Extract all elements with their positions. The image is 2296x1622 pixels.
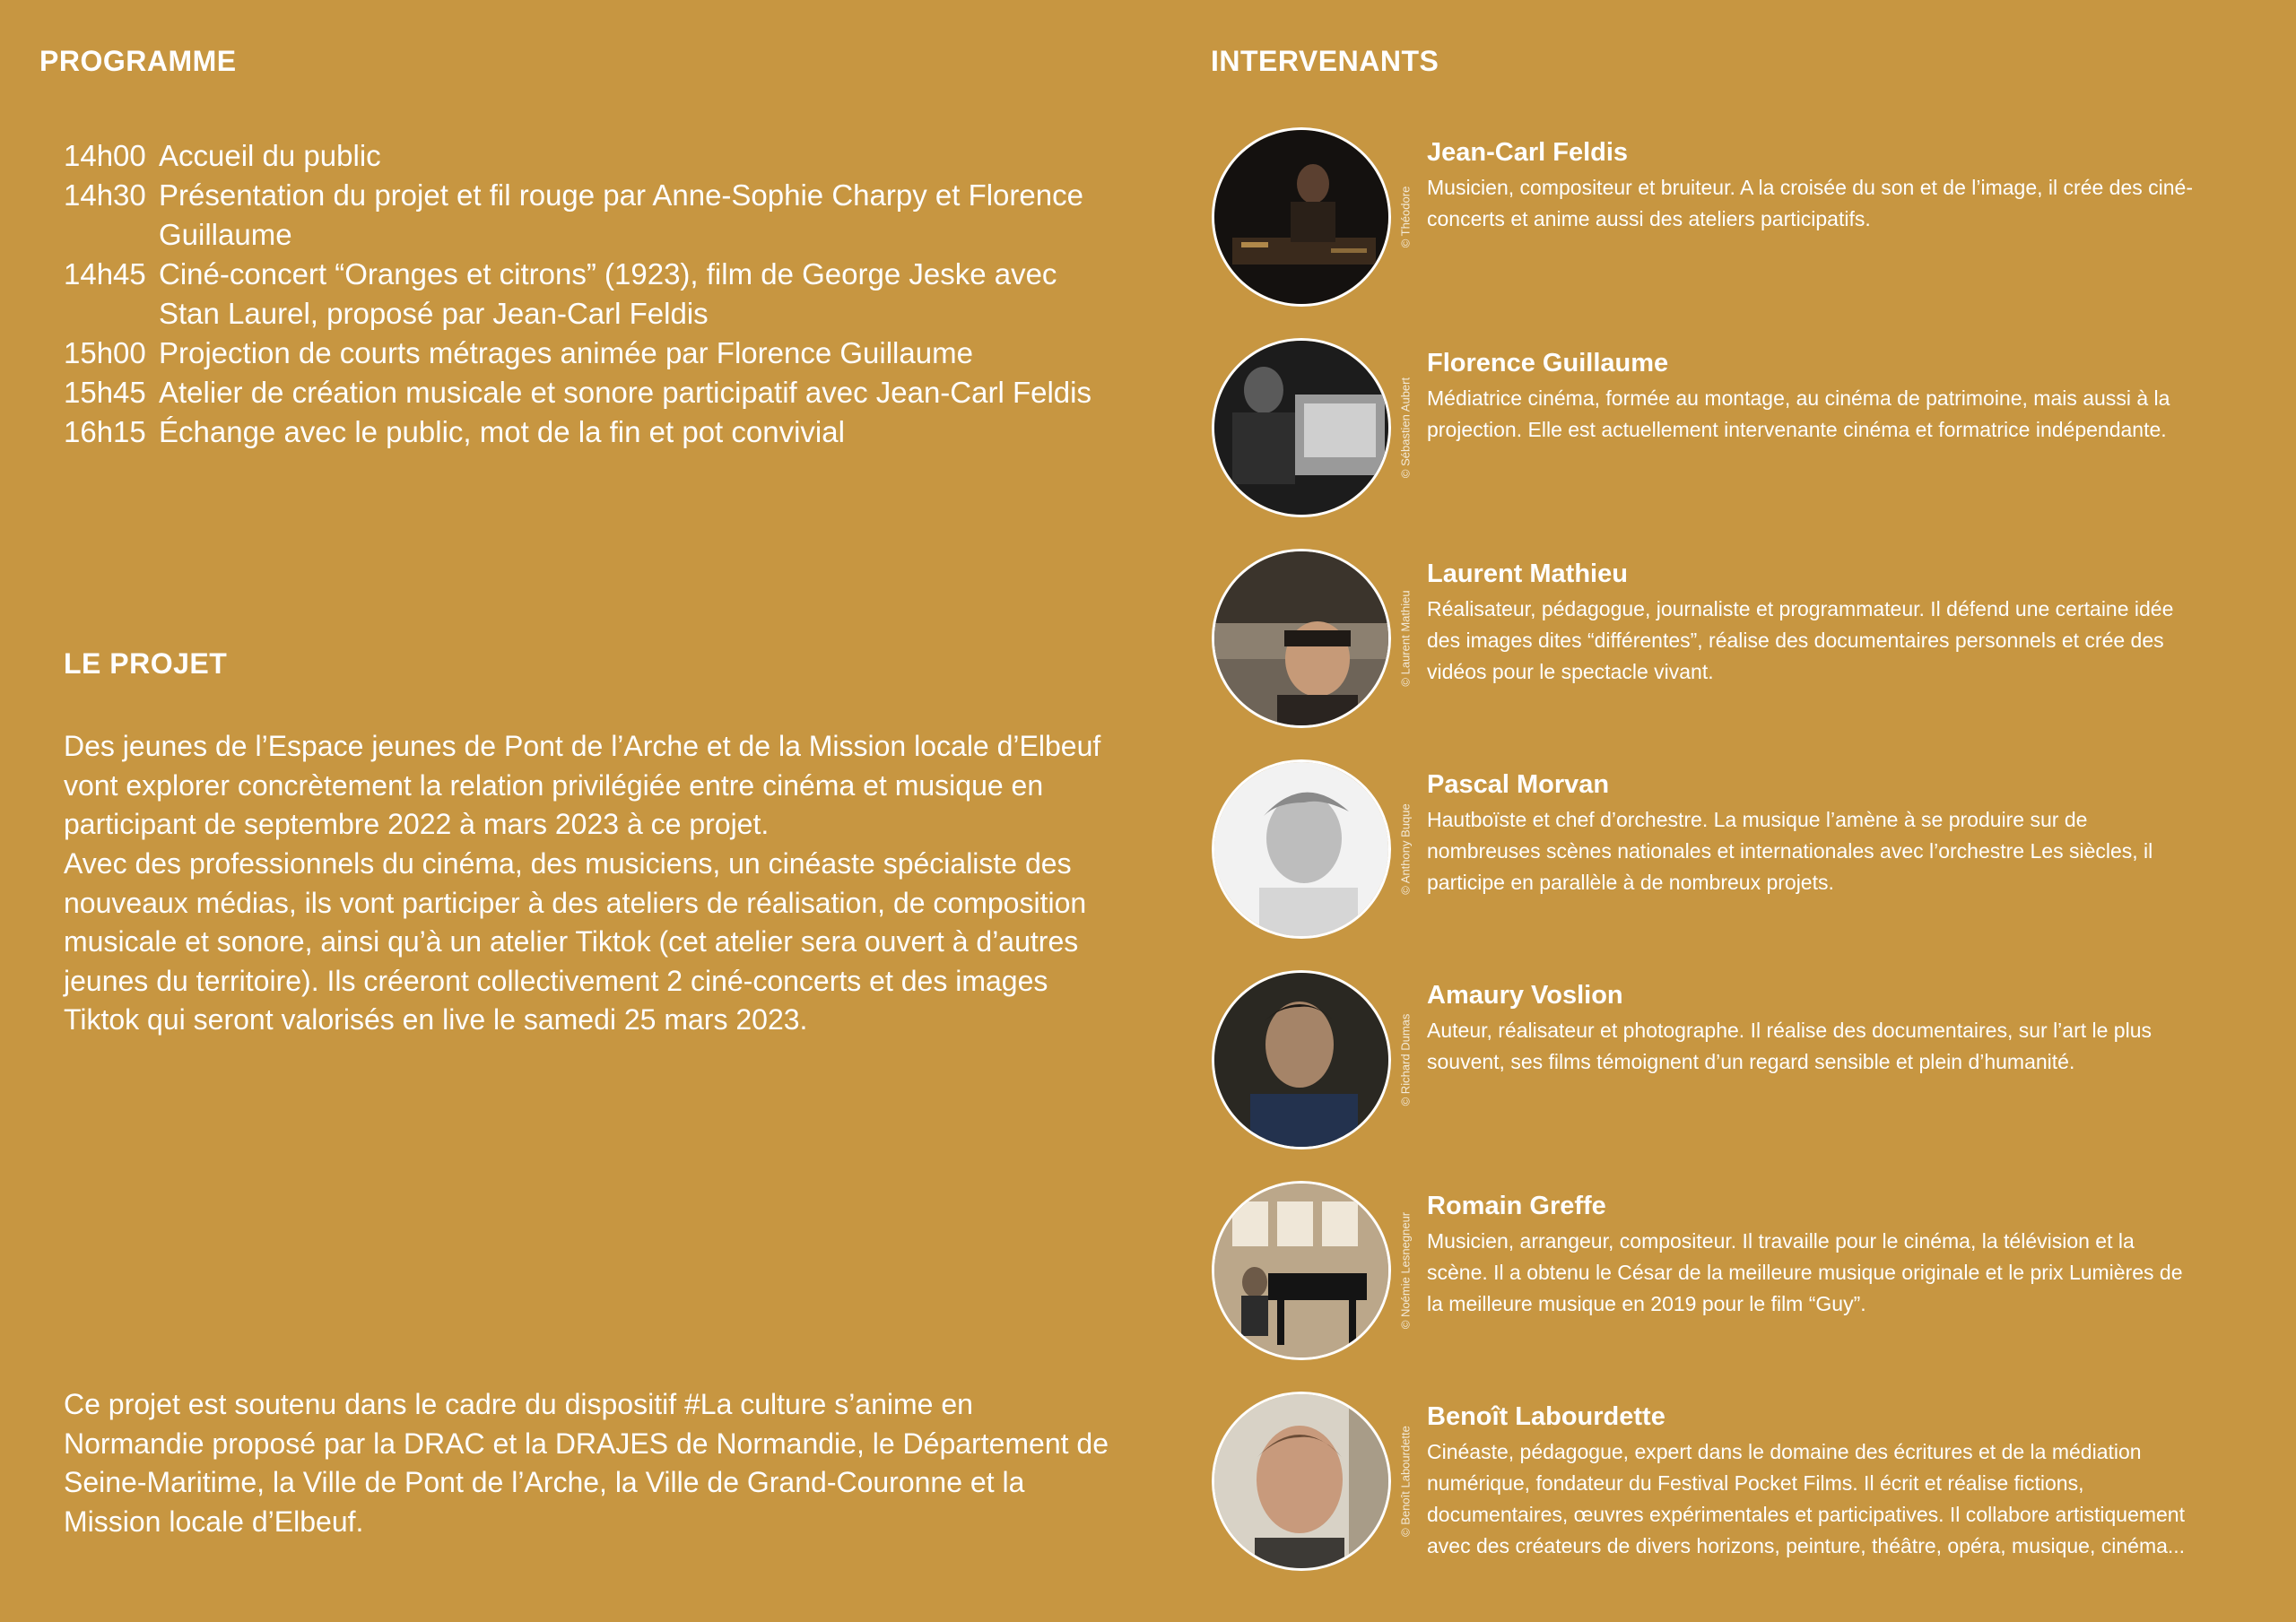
schedule-time: 14h45 [64,257,146,291]
speaker-card [1212,970,2252,1149]
speaker-photo-illustration [1214,1394,1388,1568]
schedule-description: Atelier de création musicale et sonore participatif avec Jean-Carl Feldis [159,376,1091,409]
schedule-item [64,412,1122,452]
speaker-photo-illustration [1214,762,1388,936]
speaker-photo [1212,127,1391,307]
speaker-bio: Auteur, réalisateur et photographe. Il réalise des documentaires, sur l’art le plus souvent, ses films témoignent d’un regard sensible et plein d’humanité. [1427,1019,2152,1073]
speaker-photo [1212,1181,1391,1360]
speaker-name: Florence Guillaume [1427,349,1669,377]
schedule-item [64,334,1122,373]
schedule-description: Échange avec le public, mot de la fin et pot convivial [159,415,845,448]
speaker-name: Romain Greffe [1427,1192,1606,1220]
projet-heading: LE PROJET [64,647,228,680]
schedule-item [64,255,1122,334]
speaker-photo [1212,759,1391,939]
schedule-item [64,373,1122,412]
speaker-photo-illustration [1214,551,1388,725]
projet-intro-paragraph: Des jeunes de l’Espace jeunes de Pont de l’Arche et de la Mission locale d’Elbeuf vont explorer concrètement la relation privilégiée entre cinéma et musique en participant de septembre 2022 à mars 2023 à ce projet. [64,730,1101,840]
speaker-bio: Médiatrice cinéma, formée au montage, au cinéma de patrimoine, mais aussi à la projection. Elle est actuellement intervenante cinéma et formatrice indépendante. [1427,386,2170,441]
speaker-card [1212,1181,2252,1360]
support-paragraph: Ce projet est soutenu dans le cadre du dispositif #La culture s’anime en Normandie proposé par la DRAC et la DRAJES de Normandie, le Département de Seine-Maritime, la Ville de Pont de l’Arche, la Ville de Grand-Couronne et la Mission locale d’Elbeuf. [64,1388,1109,1538]
schedule-time: 16h15 [64,415,146,448]
speaker-photo-illustration [1214,973,1388,1147]
speaker-card [1212,338,2252,517]
speaker-name: Pascal Morvan [1427,770,1610,799]
photo-credit: © Noémie Lesnegneur [1398,1211,1413,1330]
speaker-name: Laurent Mathieu [1427,559,1628,588]
programme-heading: PROGRAMME [39,45,237,77]
speaker-bio: Musicien, arrangeur, compositeur. Il travaille pour le cinéma, la télévision et la scène. Il a obtenu le César de la meilleure musique originale et le prix Lumières de la meilleure musique en 2019 pour le film “Guy”. [1427,1229,2183,1315]
schedule-time: 15h00 [64,336,146,369]
schedule-item [64,136,1122,176]
projet-detail-paragraph: Avec des professionnels du cinéma, des musiciens, un cinéaste spécialiste des nouveaux médias, ils vont participer à des ateliers de réalisation, de composition musicale et sonore, ainsi qu’à un atelier Tiktok (cet atelier sera ouvert à d’autres jeunes du territoire). Ils créeront collectivement 2 ciné-concerts et des images Tiktok qui seront valorisés en live le samedi 25 mars 2023. [64,847,1087,1036]
programme-schedule [64,136,1122,452]
schedule-description: Ciné-concert “Oranges et citrons” (1923), film de George Jeske avec Stan Laurel, proposé par Jean-Carl Feldis [159,257,1057,330]
speaker-bio: Réalisateur, pédagogue, journaliste et programmateur. Il défend une certaine idée des images dites “différentes”, réalise des documentaires personnels et crée des vidéos pour le spectacle vivant. [1427,597,2174,683]
schedule-description: Présentation du projet et fil rouge par Anne-Sophie Charpy et Florence Guillaume [159,178,1083,251]
speaker-card [1212,127,2252,307]
intervenants-heading: INTERVENANTS [1211,45,1439,77]
schedule-time: 15h45 [64,376,146,409]
schedule-description: Accueil du public [159,139,381,172]
speaker-bio: Cinéaste, pédagogue, expert dans le domaine des écritures et de la médiation numérique, fondateur du Festival Pocket Films. Il écrit et réalise fictions, documentaires, œuvres expérimentales et participatives. Il collabore artistiquement avec des créateurs de divers horizons, peinture, théâtre, opéra, musique, cinéma... [1427,1440,2186,1557]
speaker-photo-illustration [1214,1184,1388,1357]
speaker-photo [1212,1392,1391,1571]
schedule-description: Projection de courts métrages animée par Florence Guillaume [159,336,973,369]
schedule-item [64,176,1122,255]
photo-credit: © Richard Dumas [1398,1013,1413,1106]
speaker-bio: Musicien, compositeur et bruiteur. A la croisée du son et de l’image, il crée des ciné-concerts et anime aussi des ateliers participatifs. [1427,176,2193,230]
speaker-photo [1212,549,1391,728]
speaker-name: Benoît Labourdette [1427,1402,1665,1431]
speaker-name: Amaury Voslion [1427,981,1623,1010]
photo-credit: © Benoît Labourdette [1398,1426,1413,1537]
photo-credit: © Laurent Mathieu [1398,590,1413,687]
schedule-time: 14h00 [64,139,146,172]
speaker-card [1212,1392,2252,1571]
speaker-photo [1212,338,1391,517]
photo-credit: © Anthony Buque [1398,803,1413,895]
speaker-card [1212,549,2252,728]
speaker-bio: Hautboïste et chef d’orchestre. La musique l’amène à se produire sur de nombreuses scènes nationales et internationales avec l’orchestre Les siècles, il participe en parallèle à de nombreux projets. [1427,808,2153,894]
speaker-card [1212,759,2252,939]
schedule-time: 14h30 [64,178,146,212]
speaker-photo-illustration [1214,130,1388,304]
speaker-photo-illustration [1214,341,1388,515]
photo-credit: © Théodore [1398,186,1413,248]
speaker-name: Jean-Carl Feldis [1427,138,1629,167]
speaker-photo [1212,970,1391,1149]
photo-credit: © Sébastien Aubert [1398,377,1413,479]
